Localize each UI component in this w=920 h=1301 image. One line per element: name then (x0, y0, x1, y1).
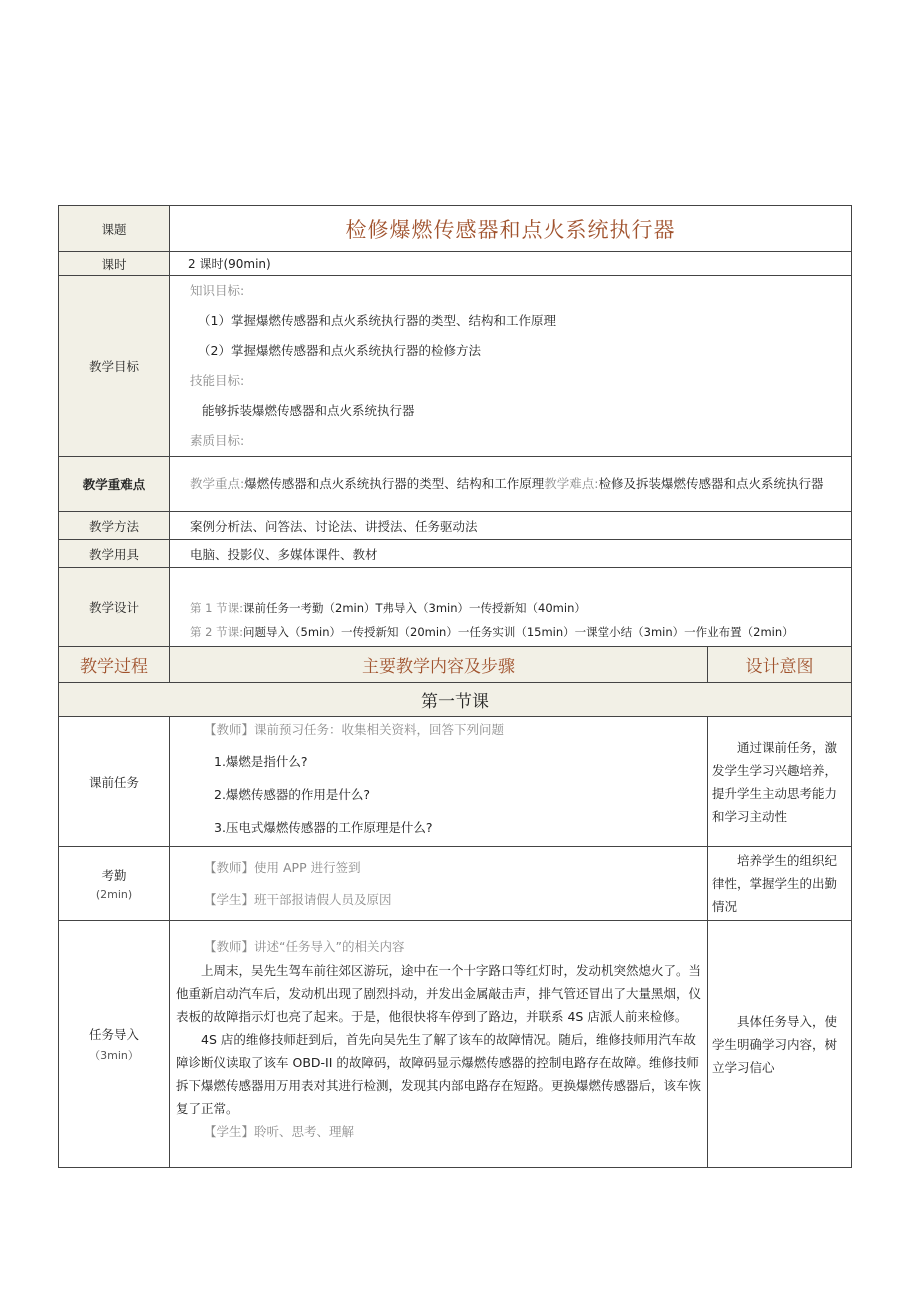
quality-label: 素质目标: (190, 433, 245, 448)
objectives-label: 教学目标 (59, 276, 170, 457)
attendance-student-line: 【学生】班干部报请假人员及原因 (204, 891, 392, 907)
objectives-cell (170, 276, 852, 457)
attendance-time: (2min) (95, 888, 133, 901)
tools-text: 电脑、投影仪、多媒体课件、教材 (170, 540, 852, 568)
difficult-label: 教学难点: (544, 476, 599, 491)
attendance-row (59, 847, 852, 921)
task-intro-para-1: 上周末，吴先生驾车前往郊区游玩，途中在一个十字路口等红灯时，发动机突然熄火了。当他重新启动汽车后，发动机出现了剧烈抖动，并发出金属敲击声，排气管还冒出了大量黑烟，仪表板的故障指示灯也亮了起来。于是，他很快将车停到了路边，并联系 4S 店派人前来检修。 (176, 963, 702, 1024)
method-row (59, 512, 852, 540)
method-text: 案例分析法、问答法、讨论法、讲授法、任务驱动法 (170, 512, 852, 540)
keypoints-cell (170, 457, 852, 512)
lesson-plan-sheet (58, 205, 851, 1168)
attendance-content (170, 847, 708, 921)
attendance-teacher-line: 【教师】使用 APP 进行签到 (204, 859, 361, 875)
task-intro-time: （3min） (89, 1049, 139, 1062)
knowledge-item-1: （1）掌握爆燃传感器和点火系统执行器的类型、结构和工作原理 (198, 313, 556, 328)
knowledge-item-2: （2）掌握爆燃传感器和点火系统执行器的检修方法 (198, 343, 481, 358)
pre-task-content (170, 717, 708, 847)
keypoints-label: 教学重难点 (59, 457, 170, 512)
task-intro-label: 任务导入 (88, 1027, 139, 1042)
knowledge-label: 知识目标: (190, 283, 245, 298)
pre-task-row (59, 717, 852, 847)
pre-task-label: 课前任务 (59, 717, 170, 847)
task-intro-content (170, 921, 708, 1168)
task-intro-para-2: 4S 店的维修技师赶到后，首先向吴先生了解了该车的故障情况。随后，维修技师用汽车故障诊断仪读取了该车 OBD-II 的故障码，故障码显示爆燃传感器的控制电路存在故障。维修技师拆下爆燃传感器用万用表对其进行检测，发现其内部电路存在短路。更换爆燃传感器后，该车恢复了正常。 (176, 1032, 702, 1116)
pre-task-teacher-line: 【教师】课前预习任务：收集相关资料，回答下列问题 (204, 722, 505, 737)
key-label: 教学重点: (190, 476, 245, 491)
attendance-intent: 培养学生的组织纪律性，掌握学生的出勤情况 (708, 847, 852, 921)
pre-task-q1: 1.爆燃是指什么? (214, 754, 308, 769)
objectives-row (59, 276, 852, 457)
section-title: 第一节课 (59, 683, 852, 717)
difficult-text: 检修及拆装爆燃传感器和点火系统执行器 (598, 476, 824, 491)
keypoints-row (59, 457, 852, 512)
process-header-row (59, 647, 852, 683)
attendance-label: 考勤 (101, 868, 127, 883)
lesson-plan-table (58, 205, 852, 1168)
design-line-2: 第 2 节课:问题导入（5min）一传授新知（20min）一任务实训（15min）一课堂小结（3min）一作业布置（2min） (190, 625, 794, 639)
attendance-label-cell (59, 847, 170, 921)
skill-item-1: 能够拆装爆燃传感器和点火系统执行器 (202, 403, 415, 418)
task-intro-student-line: 【学生】聆听、思考、理解 (204, 1124, 355, 1139)
task-intro-intent: 具体任务导入，使学生明确学习内容，树立学习信心 (708, 921, 852, 1168)
hours-row (59, 252, 852, 276)
task-intro-teacher-line: 【教师】讲述“任务导入”的相关内容 (204, 939, 405, 954)
section-row (59, 683, 852, 717)
topic-label: 课题 (59, 206, 170, 252)
pre-task-q3: 3.压电式爆燃传感器的工作原理是什么? (214, 820, 433, 835)
design-row (59, 568, 852, 647)
skill-label: 技能目标: (190, 373, 245, 388)
tools-label: 教学用具 (59, 540, 170, 568)
hours-label: 课时 (59, 252, 170, 276)
design-label: 教学设计 (59, 568, 170, 647)
process-header-col2: 主要教学内容及步骤 (170, 647, 708, 683)
process-header-col3: 设计意图 (708, 647, 852, 683)
task-intro-row (59, 921, 852, 1168)
tools-row (59, 540, 852, 568)
process-header-col1: 教学过程 (59, 647, 170, 683)
topic-row (59, 206, 852, 252)
topic-title: 检修爆燃传感器和点火系统执行器 (170, 206, 852, 252)
design-cell (170, 568, 852, 647)
design-line-1: 第 1 节课:课前任务一考勤（2min）T弗导入（3min）一传授新知（40min） (190, 601, 586, 615)
key-text: 爆燃传感器和点火系统执行器的类型、结构和工作原理 (244, 476, 545, 491)
pre-task-intent: 通过课前任务，激发学生学习兴趣培养，提升学生主动思考能力和学习主动性 (708, 717, 852, 847)
method-label: 教学方法 (59, 512, 170, 540)
task-intro-label-cell (59, 921, 170, 1168)
pre-task-q2: 2.爆燃传感器的作用是什么? (214, 787, 371, 802)
hours-value: 2 课时(90min) (170, 252, 852, 276)
